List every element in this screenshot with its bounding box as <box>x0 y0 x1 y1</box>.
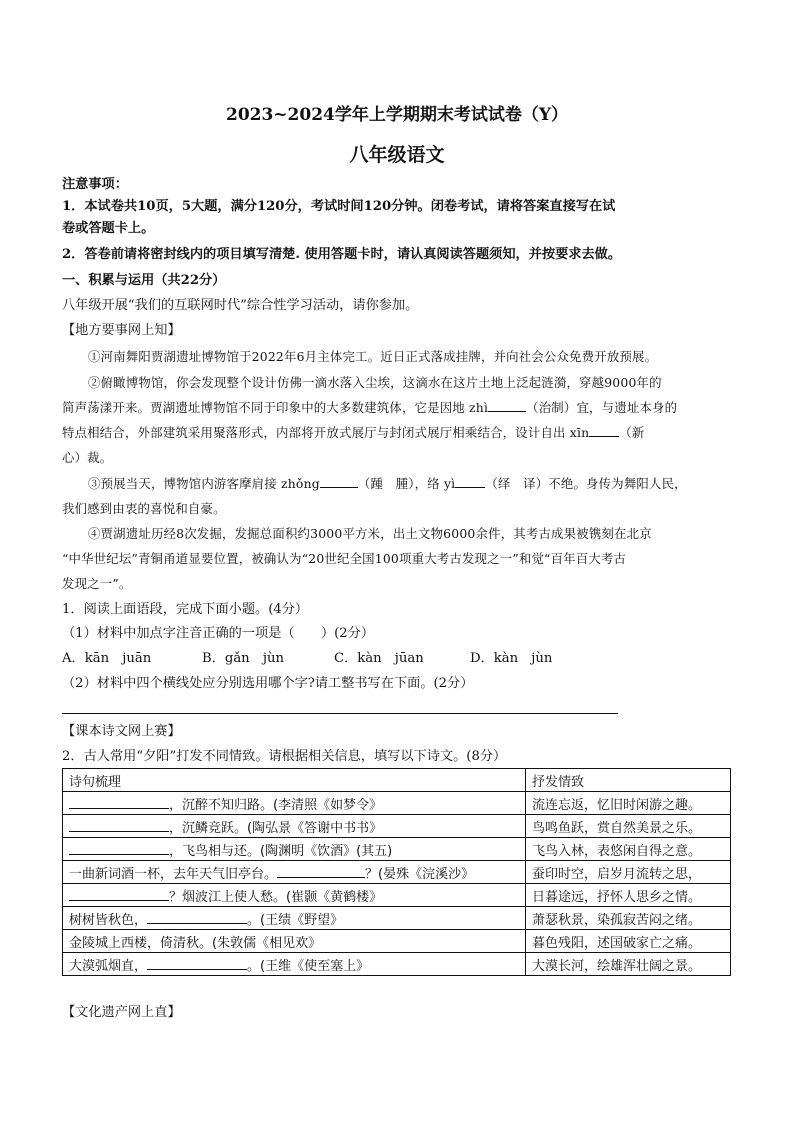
section-1-intro: 八年级开展“我们的互联网时代”综合性学习活动，请你参加。 <box>62 298 419 313</box>
emotion-cell: 日暮途远，抒怀人思乡之情。 <box>526 884 731 907</box>
notice-item-2: 2．答卷前请将密封线内的项目填写清楚. 使用答题卡时，请认真阅读答题须知，并按要求去做。 <box>62 247 622 262</box>
question-1: 1．阅读上面语段，完成下面小题。(4分） <box>62 602 309 617</box>
answer-line[interactable] <box>62 713 618 714</box>
poem-table-header <box>63 769 731 792</box>
paragraph-3b: 我们感到由衷的喜悦和自豪。 <box>62 501 226 516</box>
poem-row <box>63 953 731 976</box>
poem-row <box>63 884 731 907</box>
poem-row <box>63 792 731 815</box>
poem-table <box>62 768 731 976</box>
section-1-heading: 一、积累与运用（共22分） <box>62 273 226 288</box>
poem-line-text: ，沉醉不知归路。(李清照《如梦令》 <box>169 797 383 813</box>
notice-item-1b: 卷或答题卡上。 <box>62 221 155 236</box>
header-poem-lines: 诗句梳理 <box>63 769 526 792</box>
poem-row <box>63 930 731 953</box>
option-b[interactable]: B．gǎn jùn <box>202 651 284 666</box>
poem-line-text: 。(王绩《野望》 <box>247 912 344 928</box>
paragraph-4a: ④贾湖遗址历经8次发掘，发掘总面积约3000平方米，出土文物6000余件，其考古成果被镌刻在北京 <box>88 526 652 541</box>
emotion-cell: 暮色残阳，述国破家亡之痛。 <box>526 930 731 953</box>
poem-fill-blank[interactable] <box>147 957 247 970</box>
fill-blank-yi[interactable] <box>455 474 485 488</box>
emotion-cell: 萧瑟秋景，染孤寂苦闷之绪。 <box>526 907 731 930</box>
paragraph-2d: 心）裁。 <box>62 450 113 465</box>
subsection-heading-1: 【地方要事网上知】 <box>62 323 181 338</box>
emotion-cell: 流连忘返，忆旧时闲游之趣。 <box>526 792 731 815</box>
answer-options <box>62 649 742 669</box>
paragraph-4b: “中华世纪坛”青铜甬道显要位置，被确认为“20世纪全国100项重大考古发现之一”和觉“百年百大考古 <box>62 551 627 566</box>
paragraph-3a-text-2: （踵 腫），络 yì <box>357 476 456 491</box>
poem-line-text: ？(晏殊《浣溪沙》 <box>365 866 475 882</box>
question-1-part-2: （2）材料中四个横线处应分别选用哪个字?请工整书写在下面。(2分） <box>62 676 474 691</box>
poem-fill-blank[interactable] <box>69 819 169 832</box>
paragraph-2b-text-1: 简声荡漾开来。贾湖遗址博物馆不同于印象中的大多数建筑体，它是因地 zhì <box>62 400 489 415</box>
poem-line-cell <box>63 907 526 930</box>
paragraph-2b-text-2: （治制）宜，与遗址本身的 <box>526 400 678 415</box>
poem-line-text: 树树皆秋色， <box>69 912 148 928</box>
fill-blank-xin[interactable] <box>589 423 619 437</box>
subsection-heading-3: 【文化遗产网上直】 <box>62 1005 181 1020</box>
option-a[interactable]: A．kān juān <box>62 651 152 666</box>
poem-fill-blank[interactable] <box>69 842 169 855</box>
poem-line-text: ，飞鸟相与还。(陶渊明《饮酒》(其五) <box>169 843 393 859</box>
exam-subtitle: 八年级语文 <box>349 144 445 166</box>
paragraph-2b <box>62 398 742 418</box>
poem-fill-blank[interactable] <box>69 796 169 809</box>
option-d[interactable]: D．kàn jùn <box>470 651 553 666</box>
poem-fill-blank[interactable] <box>69 888 169 901</box>
paragraph-2c-text-1: 特点相结合，外部建筑采用聚落形式，内部将开放式展厅与封闭式展厅相乘结合，设计自出 xīn <box>62 425 590 440</box>
poem-fill-blank[interactable] <box>277 865 365 878</box>
fill-blank-zhong[interactable] <box>320 474 358 488</box>
header-emotion: 抒发情致 <box>526 769 731 792</box>
poem-line-text: 大漠弧烟直， <box>69 958 148 974</box>
emotion-cell: 大漠长河，绘雄浑壮阔之景。 <box>526 953 731 976</box>
poem-fill-blank[interactable] <box>147 911 247 924</box>
paragraph-3a-text-3: （绎 译）不绝。身传为舞阳人民， <box>485 476 687 491</box>
poem-row <box>63 815 731 838</box>
emotion-cell: 蚕印时空，启岁月流转之思， <box>526 861 731 884</box>
paragraph-3a <box>88 474 738 494</box>
emotion-cell: 飞鸟入林，表悠闲自得之意。 <box>526 838 731 861</box>
poem-line-cell <box>63 861 526 884</box>
poem-line-text: 一曲新词酒一杯，去年天气旧亭台。 <box>69 866 278 882</box>
paragraph-2a: ②俯瞰博物馆，你会发现整个设计仿佛一滴水落入尘埃，这滴水在这片土地上泛起涟漪，穿越9000年的 <box>88 375 662 390</box>
paragraph-2c <box>62 423 742 443</box>
poem-line-text: ，沉鳞竞跃。(陶弘景《答谢中书书》 <box>169 820 383 836</box>
question-2: 2．古人常用“夕阳”打发不同情致。请根据相关信息，填写以下诗文。(8分） <box>62 749 507 764</box>
paragraph-3a-text-1: ③预展当天，博物馆内游客摩肩接 zhǒng <box>88 476 320 491</box>
poem-line-cell <box>63 884 526 907</box>
poem-row <box>63 861 731 884</box>
poem-line-cell <box>63 792 526 815</box>
poem-line-cell <box>63 815 526 838</box>
fill-blank-zhi[interactable] <box>488 398 526 412</box>
poem-line-text: 金陵城上西楼，倚清秋。(朱敦儒《相见欢》 <box>69 935 322 951</box>
paragraph-2c-text-2: （新 <box>619 425 645 440</box>
subsection-heading-2: 【课本诗文网上赛】 <box>62 724 181 739</box>
notice-item-1a: 1．本试卷共10页，5大题，满分120分，考试时间120分钟。闭卷考试，请将答案直接写在试 <box>62 199 616 214</box>
paragraph-1: ①河南舞阳贾湖遗址博物馆于2022年6月主体完工。近日正式落成挂牌，并向社会公众免费开放预展。 <box>88 349 658 364</box>
poem-line-cell <box>63 930 526 953</box>
paragraph-4c: 发现之一”。 <box>62 576 132 591</box>
emotion-cell: 鸟鸣鱼跃，赏自然美景之乐。 <box>526 815 731 838</box>
poem-line-text: ？烟波江上使人愁。(崔颢《黄鹤楼》 <box>169 889 383 905</box>
exam-title: 2023~2024学年上学期期末考试试卷（Y） <box>225 105 568 125</box>
poem-line-cell <box>63 838 526 861</box>
notice-heading: 注意事项： <box>62 177 128 192</box>
poem-row <box>63 838 731 861</box>
question-1-part-1: （1）材料中加点字注音正确的一项是（ ）(2分） <box>62 626 375 641</box>
poem-row <box>63 907 731 930</box>
poem-line-text: 。(王维《使至塞上》 <box>247 958 370 974</box>
poem-line-cell <box>63 953 526 976</box>
option-c[interactable]: C．kàn jūan <box>334 651 424 666</box>
